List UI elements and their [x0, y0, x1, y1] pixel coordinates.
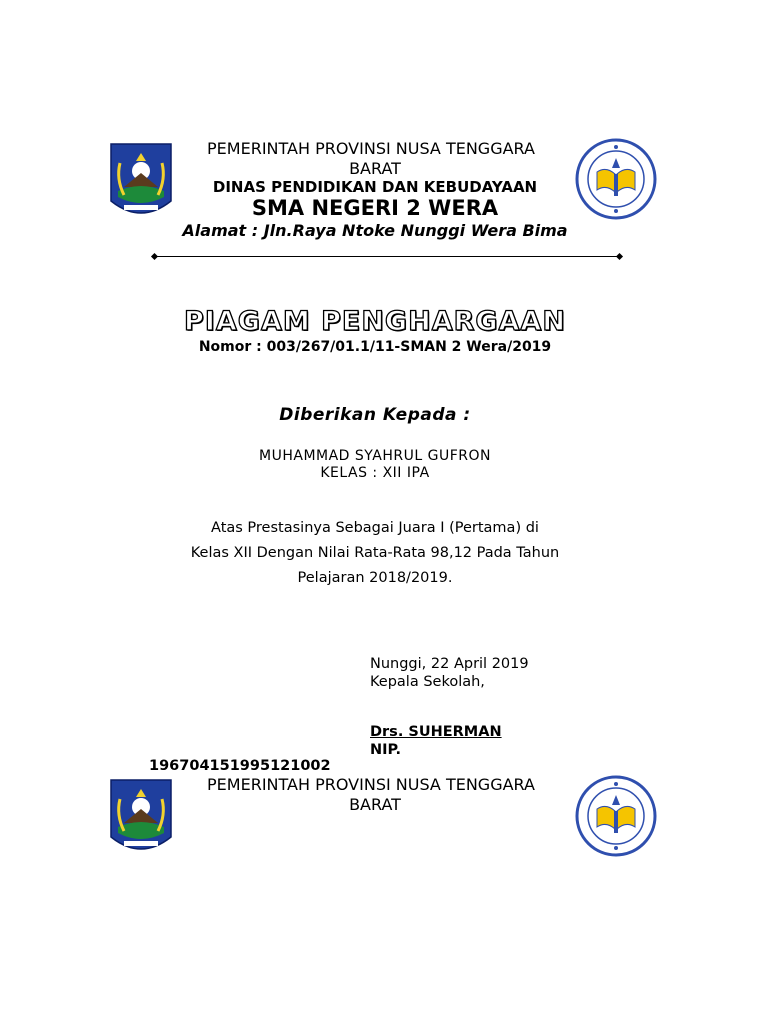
school-seal-icon [575, 138, 657, 220]
signature-place-date: Nunggi, 22 April 2019 [370, 656, 529, 672]
school-seal-icon [575, 775, 657, 857]
signature-role: Kepala Sekolah, [370, 674, 485, 690]
school-name: SMA NEGERI 2 WERA [251, 196, 499, 220]
header-dept: DINAS PENDIDIKAN DAN KEBUDAYAAN [212, 178, 538, 196]
signature-nip-label: NIP. [370, 742, 402, 758]
certificate-title: PIAGAM PENGHARGAAN [184, 306, 566, 337]
recipient-class: KELAS : XII IPA [320, 465, 430, 481]
school-seal-right-bottom [575, 775, 657, 857]
recipient-name: MUHAMMAD SYAHRUL GUFRON [259, 448, 491, 464]
header-rule [155, 256, 620, 257]
achievement-line-1: Atas Prestasinya Sebagai Juara I (Pertama) di [211, 520, 539, 536]
certificate-number: Nomor : 003/267/01.1/11-SMAN 2 Wera/2019 [198, 339, 552, 355]
school-address: Alamat : Jln.Raya Ntoke Nunggi Wera Bima [182, 221, 568, 240]
header-line1 [155, 139, 587, 159]
footer-header-line2: BARAT [349, 795, 401, 814]
header-gov-line1: PEMERINTAH PROVINSI NUSA TENGGARA [207, 139, 535, 158]
header-gov-line2: BARAT [349, 159, 401, 178]
footer-header-line1: PEMERINTAH PROVINSI NUSA TENGGARA [207, 775, 535, 794]
achievement-line-2: Kelas XII Dengan Nilai Rata-Rata 98,12 Pada Tahun [190, 545, 560, 561]
given-to-label: Diberikan Kepada : [279, 405, 471, 425]
signature-nip-number: 196704151995121002 [149, 758, 331, 774]
signature-name: Drs. SUHERMAN [370, 724, 502, 740]
rule-diamond-right [616, 253, 623, 260]
achievement-line-3: Pelajaran 2018/2019. [297, 570, 453, 586]
school-seal-right-top [575, 138, 657, 220]
achievement-text [140, 516, 610, 591]
header-line2 [155, 159, 595, 179]
